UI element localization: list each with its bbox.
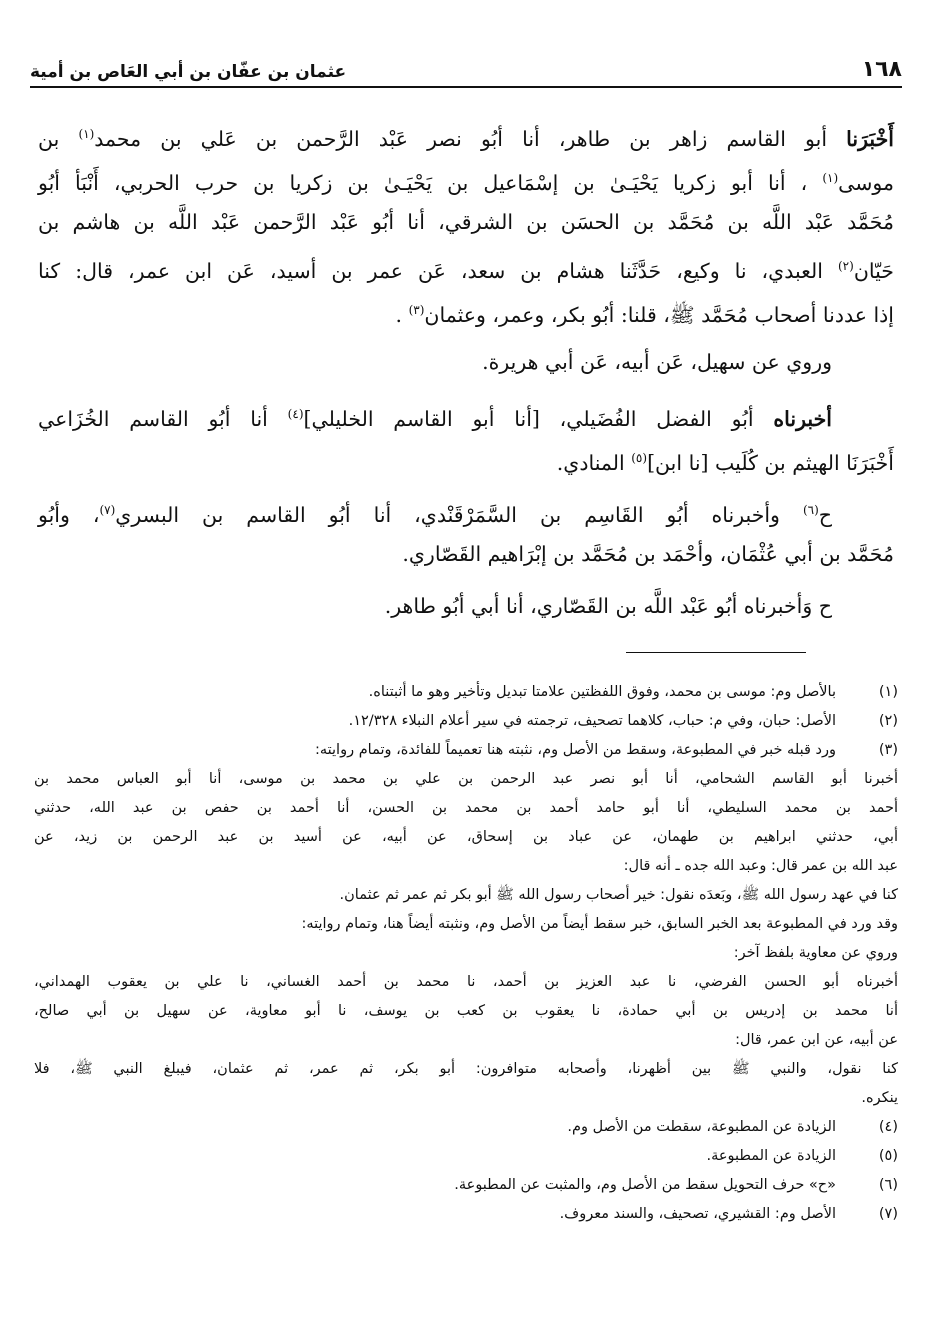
footnote-marker: (٧) <box>99 503 116 517</box>
line-text: أَخْبَرَنَا الهيثم بن كُلَيب [نا ابن] <box>647 450 894 475</box>
footnote <box>34 1142 898 1171</box>
keyword: أخبرناه <box>773 406 832 431</box>
footnote-separator <box>626 652 806 653</box>
footnote <box>34 1113 898 1142</box>
running-title: عثمان بن عفّان بن أبي العَاص بن أمية <box>30 62 347 82</box>
line-tail: . <box>395 302 403 327</box>
line-tail: بن <box>38 126 60 151</box>
line-text: ح <box>818 502 832 527</box>
line-tail: ، وأبُو <box>38 502 100 527</box>
footnotes <box>34 678 898 1229</box>
footnote-number: (٣) <box>878 742 898 758</box>
line-text: وروي عن سهيل، عَن أبيه، عَن أبي هريرة. <box>482 350 832 374</box>
footnote <box>34 1171 898 1200</box>
footnote-marker: (٣) <box>408 303 425 317</box>
line-text: حَيّان <box>853 258 894 283</box>
footnote-marker: (٦) <box>802 503 819 517</box>
line-tail: العبدي، نا وكيع، حَدَّثَنا هشام بن سعد، عَن عمر بن أسيد، عَن ابن عمر، قال: كنا <box>38 258 823 283</box>
footnote-line: وروي عن معاوية بلفظ آخر: <box>733 945 898 961</box>
footnote-line: أنا محمد بن إدريس بن أبي حمادة، نا يعقوب بن كعب بن يوسف، نا أبو معاوية، عن سهيل بن أبي صالح، <box>34 1003 898 1019</box>
footnote-number: (١) <box>878 684 898 700</box>
line-text: إذا عددنا أصحاب مُحَمَّد ﷺ، قلنا: أبُو بكر، وعمر، وعثمان <box>424 302 894 327</box>
footnote-line: أخبرنا أبو القاسم الشحامي، أنا أبو نصر عبد الرحمن بن علي بن محمد بن موسى، أنا أبو العباس محمد بن <box>34 771 898 787</box>
footnote-marker: (٢) <box>837 259 854 273</box>
text-line <box>38 244 894 288</box>
footnote-marker: (١) <box>78 127 95 141</box>
line-tail: المنادي. <box>556 450 625 475</box>
footnote-line: أخبرناه أبو الحسن الفرضي، نا عبد العزيز بن أحمد، نا محمد بن أحمد الغساني، نا علي بن يعقوب الهمداني، <box>34 974 898 990</box>
footnote-number: (٦) <box>878 1177 898 1193</box>
text-line <box>38 532 894 576</box>
line-text: أبُو الفضل الفُضَيلي، [أنا أبو القاسم الخليلي] <box>303 406 754 431</box>
footnote-line: أبي، حدثني ابراهيم بن طهمان، عن عباد بن إسحاق، عن أبيه، عن أسيد بن عبد الرحمن بن زيد، عن <box>34 829 898 845</box>
footnote-line: أحمد بن محمد السليطي، أنا أبو حامد أحمد بن محمد بن الحسن، أنا أحمد بن حفص بن عبد الله، حدثني <box>34 800 898 816</box>
main-text <box>38 112 894 628</box>
line-text: مُحَمَّد بن أبي عُثْمَان، وأحْمَد بن مُحَمَّد بن إبْرَاهيم القَصّاري. <box>402 542 894 566</box>
footnote-line: كنا نقول، والنبي ﷺ بين أظهرنا، وأصحابه متوافرون: أبو بكر، ثم عمر، ثم عثمان، فيبلغ النبي ﷺ، فلا <box>34 1061 898 1077</box>
footnote-number: (٢) <box>878 713 898 729</box>
footnote <box>34 1200 898 1229</box>
footnote-number: (٧) <box>878 1206 898 1222</box>
footnote-line: كنا في عهد رسول الله ﷺ، وبَعدَه نقول: خير أصحاب رسول الله ﷺ أبو بكر ثم عمر ثم عثمان. <box>339 887 898 903</box>
line-text: أبو القاسم زاهر بن طاهر، أنا أبُو نصر عَبْد الرَّحمن بن عَلي بن محمد <box>94 126 828 151</box>
footnote-line: بالأصل وم: موسى بن محمد، وفوق اللفظتين علامتا تبديل وتأخير وهو ما أثبتناه. <box>368 684 836 700</box>
keyword: أَخْبَرَنا <box>846 126 894 151</box>
text-line <box>38 584 894 628</box>
text-line <box>38 392 894 436</box>
text-line <box>38 488 894 532</box>
line-tail: ، أنا أبو زكريا يَحْيَـىٰ بن إسْمَاعيل بن يَحْيَـىٰ بن زكريا بن حرب الحربي، أَنْبَأ أبُو <box>38 170 808 195</box>
line-tail: وأخبرناه أبُو القَاسِم بن السَّمَرْقَنْدي، أنا أبُو القاسم بن البسري <box>115 502 780 527</box>
line-tail: أنا أبُو القاسم الخُزَاعي <box>38 406 268 431</box>
text-line <box>38 288 894 332</box>
footnote-line: الزيادة عن المطبوعة، سقطت من الأصل وم. <box>567 1119 836 1135</box>
footnote-number: (٥) <box>878 1148 898 1164</box>
footnote-line: ورد قبله خبر في المطبوعة، وسقط من الأصل وم، نثبته هنا تعميماً للفائدة، وتمام روايته: <box>314 742 836 758</box>
text-line <box>38 340 894 384</box>
footnote-line: الزيادة عن المطبوعة. <box>706 1148 836 1164</box>
footnote <box>34 736 898 1113</box>
footnote-marker: (٤) <box>287 407 304 421</box>
footnote-line: ينكره. <box>861 1090 898 1106</box>
footnote <box>34 678 898 707</box>
text-line <box>38 112 894 156</box>
text-line <box>38 436 894 480</box>
footnote-line: الأصل: حبان، وفي م: حباب، كلاهما تصحيف، ترجمته في سير أعلام النبلاء ١٢/٣٢٨. <box>348 713 836 729</box>
line-text: موسى <box>838 170 894 195</box>
footnote-line: «ح» حرف التحويل سقط من الأصل وم، والمثبت عن المطبوعة. <box>454 1177 836 1193</box>
page-header <box>30 52 902 88</box>
footnote-number: (٤) <box>878 1119 898 1135</box>
page-number: ١٦٨ <box>861 57 902 82</box>
text-line <box>38 156 894 200</box>
line-text: مُحَمَّد عَبْد اللَّه بن مُحَمَّد بن الحسَن بن الشرقي، أنا أبُو عَبْد الرَّحمن عَبْد اللَّه بن هاشم بن <box>38 210 894 234</box>
footnote-line: وقد ورد في المطبوعة بعد الخبر السابق، خبر سقط أيضاً من الأصل وم، ونثبته أيضاً هنا، وتمام روايته: <box>301 916 898 932</box>
footnote-line: عن أبيه، عن ابن عمر، قال: <box>735 1032 898 1048</box>
text-line <box>38 200 894 244</box>
footnote-marker: (٥) <box>631 451 648 465</box>
footnote <box>34 707 898 736</box>
line-text: ح وَأخبرناه أبُو عَبْد اللَّه بن القَصّاري، أنا أبي أبُو طاهر. <box>384 594 832 618</box>
footnote-line: الأصل وم: القشيري، تصحيف، والسند معروف. <box>559 1206 836 1222</box>
footnote-line: عبد الله بن عمر قال: وعبد الله جده ـ أنه قال: <box>623 858 898 874</box>
footnote-marker: (١) <box>822 171 839 185</box>
